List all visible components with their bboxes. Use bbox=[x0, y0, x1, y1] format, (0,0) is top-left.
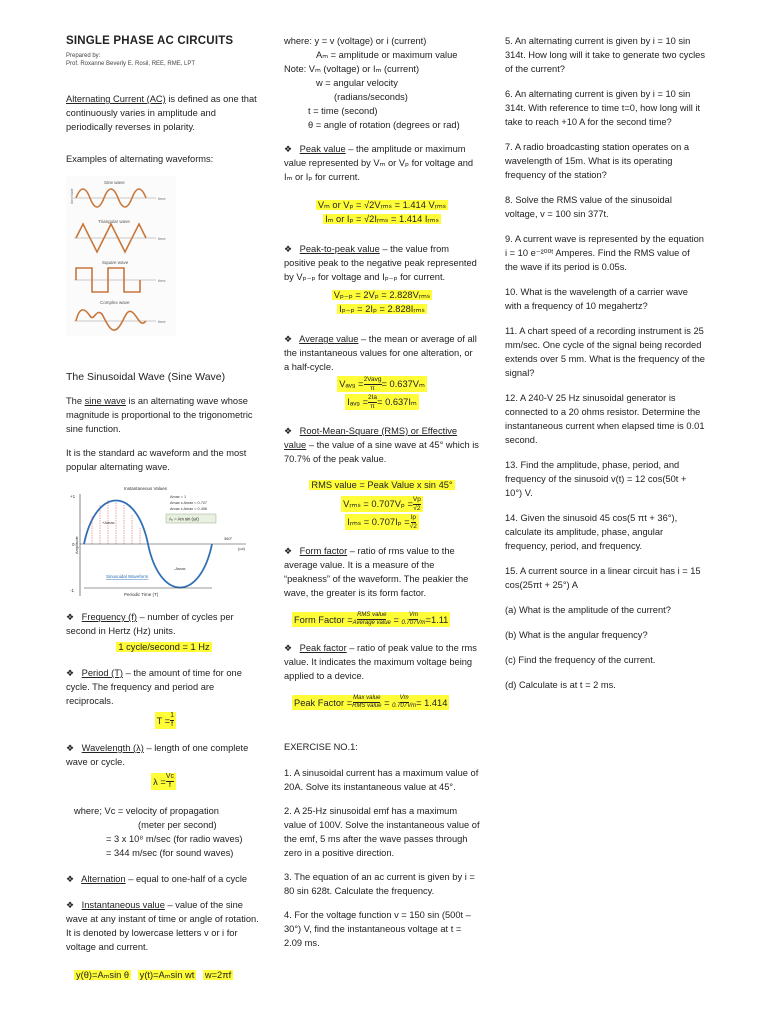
sine-def-post: is an alternating wave whose magnitude is proportional to the trigonometric sine function. bbox=[66, 396, 253, 434]
avg-i-fraction bbox=[368, 394, 377, 410]
avg-i-right: = 0.637Iₘ bbox=[377, 397, 417, 407]
diagram-waveform-label: Sinusoidal Waveform bbox=[106, 574, 149, 579]
alternation-item bbox=[66, 872, 262, 886]
alternation-def: – equal to one-half of a cycle bbox=[125, 874, 248, 884]
instantaneous-def: – value of the sine wave at any instant of time or angle of rotation. It is denoted by lowercase letters v or i for voltage and current. bbox=[66, 900, 259, 952]
note-vm: Note: Vₘ (voltage) or Iₘ (current) bbox=[284, 64, 420, 74]
exercise-subitem: (d) Calculate is at t = 2 ms. bbox=[505, 680, 616, 690]
ff-denominator-1: Average value bbox=[352, 620, 391, 626]
wavelength-formula-left: λ = bbox=[153, 776, 166, 787]
exercise-item: 9. A current wave is represented by the equation i = 10 e⁻²⁰⁰ᵗ Amperes. Find the RMS value of the wave if its period is 0.05s. bbox=[505, 234, 704, 272]
wavelength-numerator: Vc bbox=[165, 773, 174, 780]
rms-v-left: Vᵣₘₛ = 0.707Vₚ = bbox=[343, 499, 413, 509]
diagram-at-label: Aₜ = Am sin (ωt) bbox=[169, 516, 199, 522]
p2p-formulas bbox=[284, 288, 480, 316]
sine-wave-definition bbox=[66, 394, 262, 436]
rms-v-fraction bbox=[413, 496, 421, 512]
diagram-amax-0707: Amax x Amax = 0.707 bbox=[170, 501, 208, 505]
examples-label: Examples of alternating waveforms: bbox=[66, 154, 214, 164]
period-denominator: f bbox=[171, 721, 174, 728]
p2p-term: Peak-to-peak value bbox=[299, 244, 380, 254]
p2p-formula-i: Iₚ₋ₚ = 2Iₚ = 2.828Iᵣₘₛ bbox=[339, 304, 425, 314]
author-line: Prof. Roxanne Beverly E. Rosil, REE, RME, LPT bbox=[66, 61, 196, 67]
pf-right: = 1.414 bbox=[416, 697, 448, 708]
pf-numerator-2: Vm bbox=[399, 695, 409, 701]
rms-def: – the value of a sine wave at 45° which is 70.7% of the peak value. bbox=[284, 440, 479, 464]
sine-wave-term: sine wave bbox=[84, 396, 126, 406]
pf-denominator-1: RMS value bbox=[352, 703, 382, 709]
instantaneous-term: Instantaneous value bbox=[81, 900, 165, 910]
diagram-360: 360° bbox=[224, 536, 233, 541]
exercise-item: 12. A 240-V 25 Hz sinusoidal generator is connected to a 20 ohms resistor. Determine the instantaneous current when elapsed time is 0.01 second. bbox=[505, 393, 705, 445]
peak-formula-i: Iₘ or Iₚ = √2Iᵣₘₛ = 1.414 Iᵣₘₛ bbox=[325, 214, 439, 224]
form-factor-item bbox=[284, 544, 480, 600]
average-def: – the mean or average of all the instantaneous values for one alteration, or a half-cycle. bbox=[284, 334, 477, 372]
diagram-amplitude-label: Amplitude bbox=[74, 536, 79, 554]
wavelength-formula bbox=[151, 773, 176, 790]
diagram-minus1: -1 bbox=[70, 588, 75, 593]
ff-fraction-2 bbox=[402, 612, 426, 627]
peak-formulas bbox=[284, 198, 480, 226]
where-vc: where; Vc = velocity of propagation bbox=[74, 806, 219, 816]
sine-wave-standard: It is the standard ac waveform and the most popular alternating wave. bbox=[66, 448, 247, 472]
sine-time-label: time bbox=[158, 196, 166, 201]
diagram-amax-1: Amax = 1 bbox=[170, 495, 187, 499]
rms-i-left: Iᵣₘₛ = 0.707Iₚ = bbox=[347, 517, 410, 527]
pf-numerator-1: Max value bbox=[353, 695, 381, 701]
exercise-item: 14. Given the sinusoid 45 cos(5 πt + 36°), calculate its amplitude, phase, angular frequency, period, and frequency. bbox=[505, 513, 678, 551]
exercise-item: 4. For the voltage function v = 150 sin (500t – 30°) V, find the instantaneous voltage at t = 2.09 ms. bbox=[284, 910, 471, 948]
ff-numerator-2: Vm bbox=[409, 612, 418, 618]
diagram-amax-0406: Amax x Amax = 0.406 bbox=[170, 507, 208, 511]
ac-def: is defined as one that continuously varies in amplitude and periodically reverses in polarity. bbox=[66, 94, 257, 132]
period-item bbox=[66, 666, 262, 708]
note-theta: θ = angle of rotation (degrees or rad) bbox=[308, 120, 460, 130]
exercise-item: 5. An alternating current is given by i = 10 sin 314t. How long will it take to generate two cycles of the current? bbox=[505, 36, 705, 74]
ff-equals: = bbox=[390, 614, 402, 625]
rms-i-denominator: √2 bbox=[409, 522, 417, 530]
frequency-formula: 1 cycle/second = 1 Hz bbox=[118, 642, 210, 652]
form-factor-term: Form factor bbox=[299, 546, 348, 556]
avg-v-denominator: π bbox=[370, 384, 375, 392]
period-numerator: 1 bbox=[170, 712, 174, 719]
exercise-item: 10. What is the wavelength of a carrier wave with a frequency of 10 megahertz? bbox=[505, 287, 688, 311]
wavelength-def: – length of one complete wave or cycle. bbox=[66, 743, 249, 767]
diagram-omega-t: (ωt) bbox=[238, 546, 245, 551]
peak-value-item bbox=[284, 142, 480, 184]
square-time-label: time bbox=[158, 278, 166, 283]
form-factor-formula bbox=[292, 612, 450, 627]
exercise-item: 6. An alternating current is given by i = 10 sin 314t. With reference to time t=0, how long will it take to reach +10 A for the second time? bbox=[505, 89, 701, 127]
where-y: where: y = v (voltage) or i (current) bbox=[284, 36, 427, 46]
period-def: – the amount of time for one cycle. The frequency and period are reciprocals. bbox=[66, 668, 242, 706]
average-item bbox=[284, 332, 480, 374]
equation-theta: y(θ)=Aₘsin θ bbox=[76, 970, 130, 980]
exercise-item: 3. The equation of an ac current is given by i = 80 sin 628t. Calculate the frequency. bbox=[284, 872, 475, 896]
diagram-inst-values: Instantaneous Values bbox=[124, 486, 167, 491]
frequency-def: – number of cycles per second in Hertz (Hz) units. bbox=[66, 612, 234, 636]
exercise-heading: EXERCISE NO.1: bbox=[284, 742, 358, 752]
complex-wave-label: Complex wave bbox=[100, 300, 130, 305]
exercise-item: 11. A chart speed of a recording instrument is 25 mm/sec. One cycle of the signal being recorded extends over 5 mm. What is the frequency of the signal? bbox=[505, 326, 705, 378]
sine-wave-heading: The Sinusoidal Wave (Sine Wave) bbox=[66, 371, 226, 383]
frequency-item bbox=[66, 610, 262, 638]
pf-left: Peak Factor = bbox=[294, 697, 353, 708]
rms-formula-i bbox=[345, 514, 419, 530]
frequency-term: Frequency (f) bbox=[81, 612, 137, 622]
pf-equals: = bbox=[381, 697, 393, 708]
exercise-subitem: (c) Find the frequency of the current. bbox=[505, 655, 656, 665]
avg-i-denominator: π bbox=[370, 402, 375, 410]
avg-v-fraction bbox=[364, 376, 382, 392]
equation-time: y(t)=Aₘsin wt bbox=[139, 970, 195, 980]
period-formula-line bbox=[66, 712, 262, 729]
ff-left: Form Factor = bbox=[294, 614, 353, 625]
pf-fraction-2 bbox=[392, 695, 416, 710]
exercise-item: 15. A current source in a linear circuit has i = 15 cos(25πt + 25°) A bbox=[505, 566, 701, 590]
where-sound: = 344 m/sec (for sound waves) bbox=[106, 848, 234, 858]
average-formula-i bbox=[345, 394, 418, 410]
rms-v-denominator: √2 bbox=[413, 504, 421, 512]
exercise-item: 7. A radio broadcasting station operates on a wavelength of 15m. What is its operating frequency of the station? bbox=[505, 142, 689, 180]
where-radio: = 3 x 10⁸ m/sec (for radio waves) bbox=[106, 834, 243, 844]
sinusoidal-waveform-diagram bbox=[66, 484, 262, 602]
ff-denominator-2: 0.707Vm bbox=[401, 620, 426, 626]
ff-numerator-1: RMS value bbox=[357, 612, 387, 618]
diagram-minus-amax: -Amax bbox=[174, 566, 186, 571]
p2p-item bbox=[284, 242, 480, 284]
pf-fraction-1 bbox=[352, 695, 381, 710]
instantaneous-equations bbox=[66, 968, 262, 982]
average-formulas bbox=[284, 376, 480, 410]
triangular-wave-label: Triangular wave bbox=[98, 219, 130, 224]
rms-formula-v bbox=[341, 496, 423, 512]
diagram-plus-amax: +Amax bbox=[102, 520, 115, 525]
wavelength-denominator: f bbox=[168, 782, 171, 789]
column-right bbox=[505, 34, 705, 703]
p2p-def: – the value from positive peak to the negative peak represented by Vₚ₋ₚ for voltage and Iₚ₋ₚ for current. bbox=[284, 244, 477, 282]
alternation-term: Alternation bbox=[81, 874, 126, 884]
wavelength-term: Wavelength (λ) bbox=[81, 743, 144, 753]
rms-item bbox=[284, 424, 480, 466]
peak-factor-term: Peak factor bbox=[299, 643, 347, 653]
prepared-by-label: Prepared by: bbox=[66, 53, 101, 59]
peak-factor-formula-line bbox=[284, 695, 480, 710]
diagram-period-label: Periodic Time (T) bbox=[124, 592, 159, 597]
avg-v-right: = 0.637Vₘ bbox=[381, 379, 425, 389]
exercise-item: 2. A 25-Hz sinusoidal emf has a maximum value of 100V. Solve the instantaneous value of the emf, 5 ms after the wave passes through zero in a positive direction. bbox=[284, 806, 480, 858]
rms-formulas bbox=[284, 478, 480, 530]
sine-wave-label: Sine wave bbox=[104, 180, 125, 185]
ac-definition bbox=[66, 92, 262, 134]
frequency-formula-line bbox=[66, 640, 262, 654]
wavelength-formula-line bbox=[66, 773, 262, 790]
diagram-sample-lines bbox=[92, 500, 140, 544]
avg-i-numerator: 2Ia bbox=[368, 394, 378, 401]
peak-value-term: Peak value bbox=[299, 144, 346, 154]
period-term: Period (T) bbox=[81, 668, 123, 678]
rms-formula-main: RMS value = Peak Value x sin 45° bbox=[311, 480, 453, 490]
column-left bbox=[66, 34, 262, 982]
form-factor-def: – ratio of rms value to the average value. It is a measure of the “peakness” of the waveform. The peakier the wave, the greater is its form factor. bbox=[284, 546, 469, 598]
peak-factor-formula bbox=[292, 695, 449, 710]
period-fraction bbox=[170, 712, 174, 729]
diagram-zero: 0 bbox=[72, 542, 75, 547]
instantaneous-item bbox=[66, 898, 262, 954]
avg-v-numerator: 2Vavg bbox=[363, 376, 382, 383]
where-unit: (meter per second) bbox=[138, 820, 217, 830]
wavelength-item bbox=[66, 741, 262, 769]
ac-term: Alternating Current (AC) bbox=[66, 94, 166, 104]
sine-amp-label: Amplitude bbox=[70, 188, 74, 204]
form-factor-formula-line bbox=[284, 612, 480, 627]
waveform-examples-figure bbox=[66, 176, 176, 336]
square-wave-label: Square wave bbox=[102, 260, 129, 265]
note-w-unit: (radians/seconds) bbox=[334, 92, 408, 102]
note-w: w = angular velocity bbox=[316, 78, 398, 88]
exercise-subitem: (a) What is the amplitude of the current? bbox=[505, 605, 671, 615]
wavelength-fraction bbox=[166, 773, 174, 790]
ff-right: =1.11 bbox=[425, 614, 449, 625]
peak-factor-def: – ratio of peak value to the rms value. It indicates the maximum voltage being applied to a device. bbox=[284, 643, 477, 681]
period-formula bbox=[155, 712, 176, 729]
exercise-item: 8. Solve the RMS value of the sinusoidal voltage, v = 100 sin 377t. bbox=[505, 195, 672, 219]
pf-denominator-2: 0.707Vm bbox=[392, 703, 417, 709]
rms-i-numerator: Ip bbox=[410, 514, 416, 521]
sine-def-pre: The bbox=[66, 396, 85, 406]
avg-v-left: Vₐᵥ₉ = bbox=[339, 379, 364, 389]
rms-v-numerator: Vp bbox=[412, 496, 421, 503]
rms-i-fraction bbox=[410, 514, 417, 530]
note-t: t = time (second) bbox=[308, 106, 378, 116]
rms-term: Root-Mean-Square (RMS) or Effective value bbox=[284, 426, 458, 450]
exercise-item: 1. A sinusoidal current has a maximum value of 20A. Solve its instantaneous value at 45°. bbox=[284, 768, 479, 792]
where-am: Aₘ = amplitude or maximum value bbox=[316, 50, 458, 60]
average-formula-v bbox=[337, 376, 427, 392]
avg-i-left: Iₐᵥ₉ = bbox=[347, 397, 369, 407]
p2p-formula-v: Vₚ₋ₚ = 2Vₚ = 2.828Vᵣₘₛ bbox=[333, 290, 431, 300]
document-title: SINGLE PHASE AC CIRCUITS bbox=[66, 35, 234, 47]
complex-time-label: time bbox=[158, 319, 166, 324]
exercise-item: 13. Find the amplitude, phase, period, and frequency of the sinusoid v(t) = 12 cos(50t + 10°) V. bbox=[505, 460, 687, 498]
peak-factor-item bbox=[284, 641, 480, 683]
peak-formula-v: Vₘ or Vₚ = √2Vᵣₘₛ = 1.414 Vᵣₘₛ bbox=[317, 200, 447, 210]
peak-value-def: – the amplitude or maximum value represented by Vₘ or Vₚ for voltage and Iₘ or Iₚ for current. bbox=[284, 144, 474, 182]
column-middle bbox=[284, 34, 480, 960]
exercise-subitem: (b) What is the angular frequency? bbox=[505, 630, 648, 640]
equation-omega: w=2πf bbox=[204, 970, 232, 980]
triangular-time-label: time bbox=[158, 236, 166, 241]
diagram-plus1: +1 bbox=[70, 494, 76, 499]
period-formula-left: T = bbox=[156, 715, 171, 726]
ff-fraction-1 bbox=[353, 612, 391, 627]
average-term: Average value bbox=[299, 334, 359, 344]
